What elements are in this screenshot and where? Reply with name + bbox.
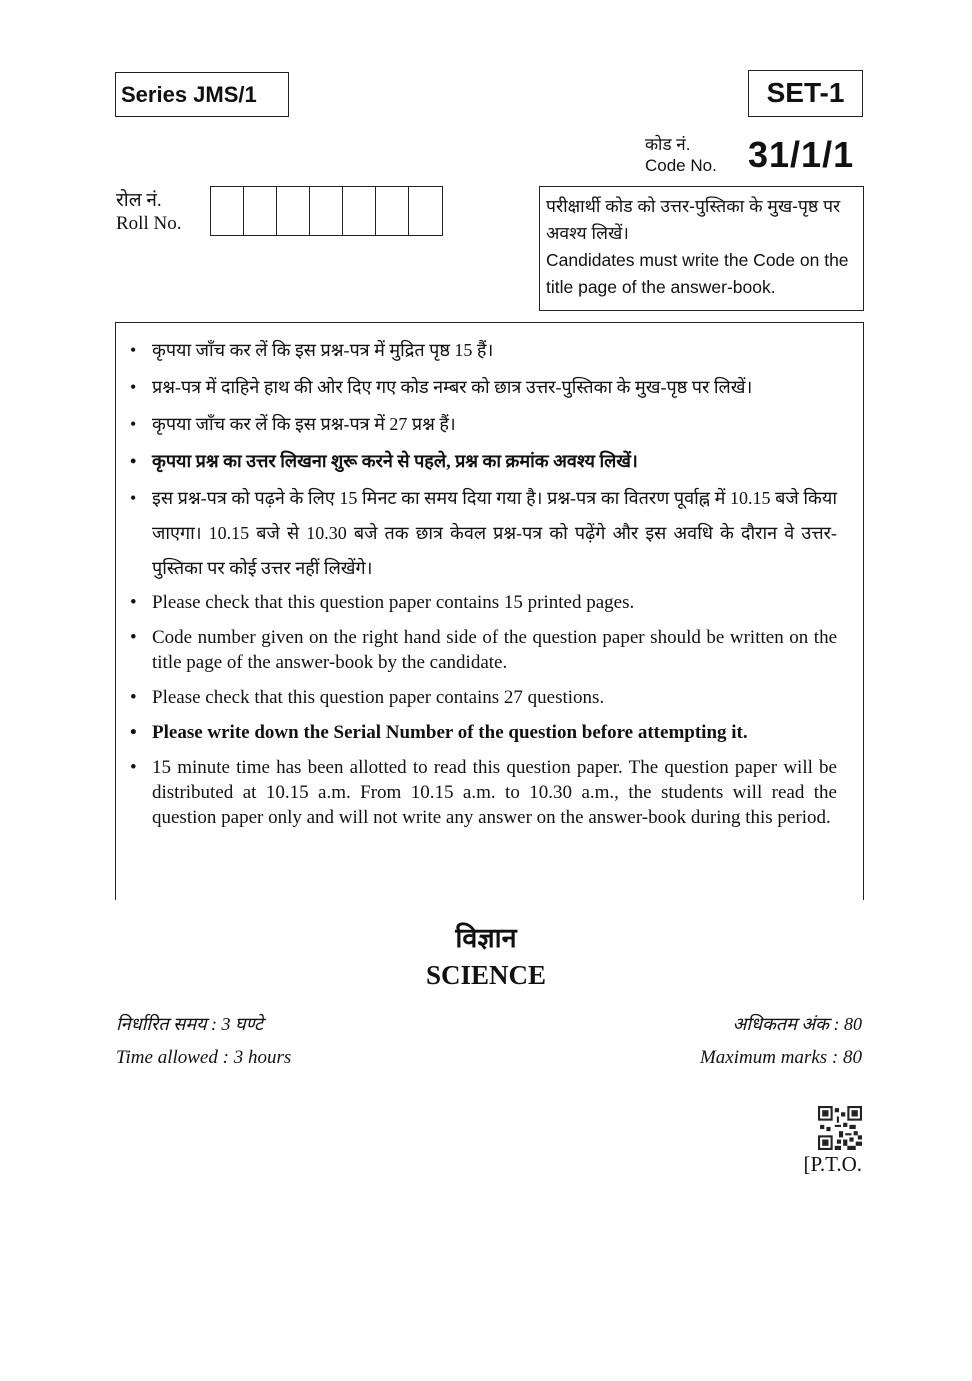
instruction-item xyxy=(128,625,837,675)
roll-label-english: Roll No. xyxy=(116,213,182,234)
bullet-icon: • xyxy=(130,414,137,434)
bullet-icon: • xyxy=(130,722,137,743)
instruction-text: 15 minute time has been allotted to read this question paper. The question paper will be distributed at 10.15 a.m. From 10.15 a.m. to 10.30 a.m., the students will read the question paper only and will not write any answer on the answer-book during this period. xyxy=(152,757,837,828)
bullet-icon: • xyxy=(130,451,137,471)
code-label-hindi: कोड नं. xyxy=(645,135,691,154)
instruction-text: कृपया प्रश्न का उत्तर लिखना शुरू करने से पहले, प्रश्न का क्रमांक अवश्य लिखें। xyxy=(152,451,638,471)
instruction-text: कृपया जाँच कर लें कि इस प्रश्न-पत्र में 27 प्रश्न हैं। xyxy=(152,414,456,434)
roll-number-digit-box[interactable] xyxy=(211,187,244,235)
time-allowed-english: Time allowed : 3 hours xyxy=(116,1047,292,1068)
instruction-item xyxy=(128,590,837,615)
roll-number-label xyxy=(116,189,181,235)
instruction-text: Please check that this question paper contains 15 printed pages. xyxy=(152,592,635,613)
candidate-note-english: Candidates must write the Code on the title page of the answer-book. xyxy=(546,250,849,297)
bullet-icon: • xyxy=(130,592,137,613)
roll-number-digit-box[interactable] xyxy=(343,187,376,235)
candidate-note-hindi: परीक्षार्थी कोड को उत्तर-पुस्तिका के मुख-पृष्ठ पर अवश्य लिखें। xyxy=(546,196,841,243)
code-number: 31/1/1 xyxy=(748,134,855,175)
roll-number-digit-box[interactable] xyxy=(244,187,277,235)
please-turn-over: [P.T.O. xyxy=(803,1152,862,1176)
instruction-item xyxy=(128,370,837,405)
time-allowed-hindi: निर्धारित समय : 3 घण्टे xyxy=(116,1014,264,1034)
instructions-hindi xyxy=(128,333,837,586)
instruction-text: Please write down the Serial Number of the question before attempting it. xyxy=(152,722,748,743)
instructions-box xyxy=(115,322,864,900)
subject-title-english: SCIENCE xyxy=(425,960,547,990)
max-marks-english: Maximum marks : 80 xyxy=(699,1047,862,1068)
bullet-icon: • xyxy=(130,377,137,397)
instruction-item xyxy=(128,407,837,442)
roll-number-digit-box[interactable] xyxy=(376,187,409,235)
instruction-text: इस प्रश्न-पत्र को पढ़ने के लिए 15 मिनट का समय दिया गया है। प्रश्न-पत्र का वितरण पूर्वाह्न में 10.15 बजे किया जाएगा। 10.15 बजे से 10.30 बजे तक छात्र केवल प्रश्न-पत्र को पढ़ेंगे और इस अवधि के दौरान वे उत्तर-पुस्तिका पर कोई उत्तर नहीं लिखेंगे। xyxy=(152,488,837,578)
instructions-english xyxy=(128,590,837,830)
bullet-icon: • xyxy=(130,757,137,778)
instruction-item xyxy=(128,481,837,586)
instruction-text: Please check that this question paper contains 27 questions. xyxy=(152,687,605,708)
roll-number-digit-box[interactable] xyxy=(277,187,310,235)
bullet-icon: • xyxy=(130,627,137,648)
roll-label-hindi: रोल नं. xyxy=(116,190,162,211)
bullet-icon: • xyxy=(130,687,137,708)
roll-number-boxes[interactable] xyxy=(210,186,443,236)
instruction-text: कृपया जाँच कर लें कि इस प्रश्न-पत्र में मुद्रित पृष्ठ 15 हैं। xyxy=(152,340,494,360)
instruction-item xyxy=(128,755,837,830)
instruction-text: प्रश्न-पत्र में दाहिने हाथ की ओर दिए गए कोड नम्बर को छात्र उत्तर-पुस्तिका के मुख-पृष्ठ पर लिखें। xyxy=(152,377,753,397)
code-label xyxy=(645,134,717,176)
max-marks-hindi: अधिकतम अंक : 80 xyxy=(732,1014,862,1034)
qr-code-icon xyxy=(818,1106,862,1150)
series-label: Series JMS/1 xyxy=(115,72,289,117)
set-label: SET-1 xyxy=(748,70,863,117)
instruction-item xyxy=(128,685,837,710)
instruction-text: Code number given on the right hand side of the question paper should be written on the title page of the answer-book by the candidate. xyxy=(152,627,837,673)
subject-title-hindi: विज्ञान xyxy=(455,923,517,953)
instruction-item xyxy=(128,333,837,368)
code-label-english: Code No. xyxy=(645,156,717,175)
instruction-item xyxy=(128,444,837,479)
bullet-icon: • xyxy=(130,340,137,360)
instruction-item xyxy=(128,720,837,745)
roll-number-digit-box[interactable] xyxy=(409,187,442,235)
bullet-icon: • xyxy=(130,488,137,508)
roll-number-digit-box[interactable] xyxy=(310,187,343,235)
candidate-note-box xyxy=(539,186,864,311)
